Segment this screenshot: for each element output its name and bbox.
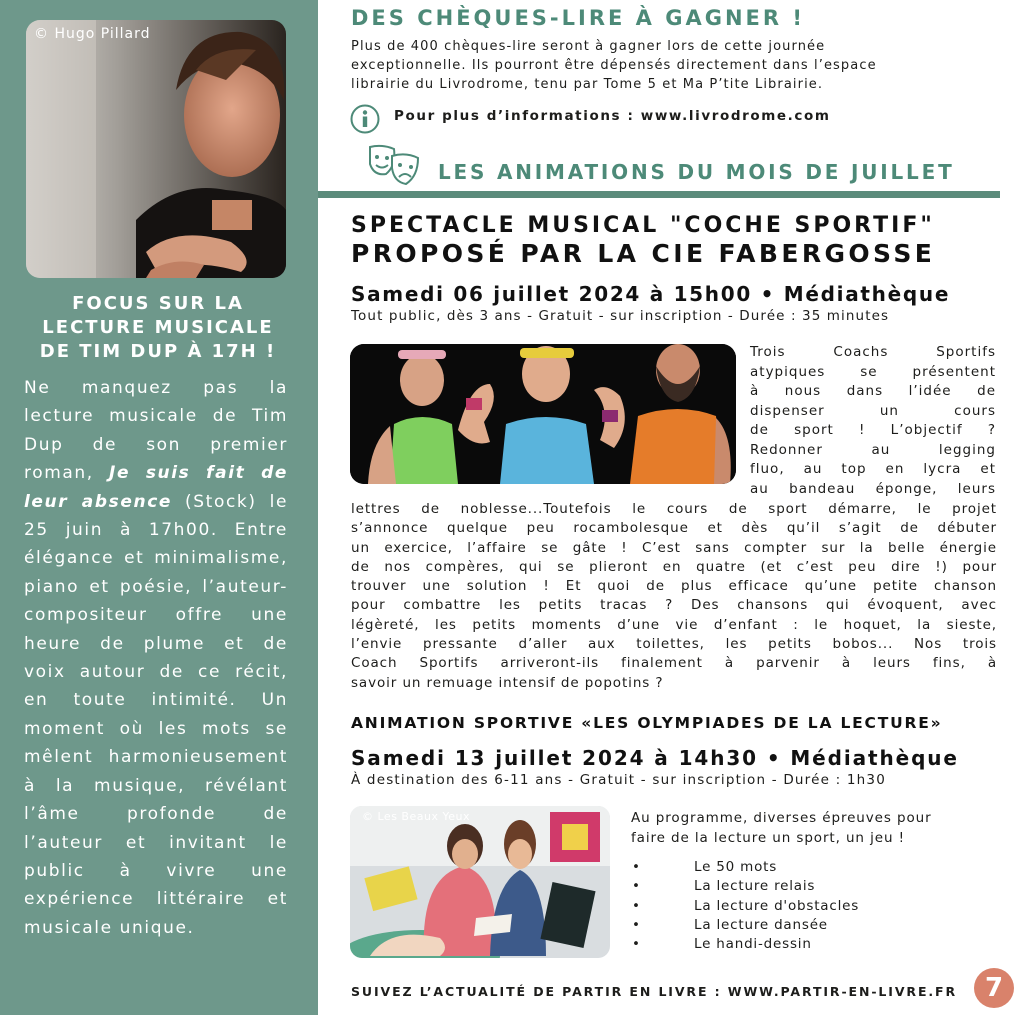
photo-credit: © Hugo Pillard [34,26,151,42]
text-line: un exercice, l’affaire se gâte ! C’est sans compter sur la belle énergie [351,539,997,556]
olympiades-title: ANIMATION SPORTIVE «LES OLYMPIADES DE LA LECTURE» [351,714,943,732]
coachs-sportifs-photo [350,344,736,484]
text-line: de nos compères, qui se plieront en quatre (et c’est peu dire !) pour [351,558,997,575]
text-line: au bandeau éponge, leurs [750,480,996,497]
bullet: • [632,916,641,933]
section-divider [318,191,1000,198]
focus-title-line: LECTURE MUSICALE [42,317,274,338]
list-item-label: La lecture d'obstacles [694,897,860,914]
olympiades-program-list [630,858,859,954]
spectacle-text-wrap [750,343,996,499]
list-item-label: Le handi-dessin [694,936,812,953]
bullet: • [632,878,641,895]
tim-dup-portrait [26,20,286,278]
text-line: Au programme, diverses épreuves pour [631,810,932,826]
olympiades-photo [350,806,610,958]
theater-masks-icon [366,144,422,188]
text-line: l’envie pressante d’aller aux toilettes, les petits bobos... Nos trois [351,636,997,653]
page-number-badge: 7 [974,968,1014,1008]
footer-link-text: SUIVEZ L’ACTUALITÉ DE PARTIR EN LIVRE : WWW.PARTIR-EN-LIVRE.FR [351,984,957,999]
spectacle-text-full [351,500,997,693]
info-link-text: Pour plus d’informations : www.livrodrome.com [394,108,831,124]
text-line: faire de la lecture un sport, un jeu ! [631,830,905,846]
book-title: Je suis fait de leur absence [24,463,288,512]
list-item-label: La lecture relais [694,878,816,895]
list-item [630,916,859,935]
cheques-text [351,37,1001,94]
spectacle-details: Tout public, dès 3 ans - Gratuit - sur inscription - Durée : 35 minutes [351,308,890,324]
text-line: à nous dans l’idée de [750,383,996,399]
text-line: trouver une solution ! Et quoi de plus efficace qu’une petite chanson [351,578,997,595]
text-line: dispenser un cours [750,402,996,419]
bullet: • [632,859,641,875]
focus-sidebar [0,0,318,1015]
text-line: pour combattre les petits tracas ? Des chansons qui évoquent, avec [351,597,997,614]
spectacle-date: Samedi 06 juillet 2024 à 15h00 • Médiathèque [351,282,951,306]
spectacle-title [351,212,935,268]
photo-credit: © Les Beaux Yeux [362,810,470,823]
text-line: Coach Sportifs arriveront-ils finalement à parvenir à leurs fins, à [351,655,997,672]
text-line: atypiques se présentent [750,363,996,380]
text-line: s’annonce quelque peu rocambolesque et dès qu’il s’agit de débuter [351,520,997,537]
olympiades-details: À destination des 6-11 ans - Gratuit - sur inscription - Durée : 1h30 [351,772,886,788]
text-line: exceptionnelle. Ils pourront être dépensés directement dans l’espace [351,58,877,73]
text-line: légèreté, les petits moments d’une vie d’enfant : le hoquet, la sieste, [351,616,997,633]
list-item-label: Le 50 mots [694,859,778,875]
spectacle-title-line: SPECTACLE MUSICAL "COCHE SPORTIF" [351,213,935,238]
list-item [630,858,859,877]
bullet: • [632,897,641,914]
text-line: Trois Coachs Sportifs [750,344,996,360]
olympiades-date: Samedi 13 juillet 2024 à 14h30 • Médiathèque [351,746,959,770]
focus-description [24,374,288,942]
text-line: librairie du Livrodrome, tenu par Tome 5 et Ma P’tite Librairie. [351,77,824,92]
list-item [630,877,859,896]
text-line: lettres de noblesse...Toutefois le cours de sport démarre, le projet [351,501,997,517]
cheques-title: DES CHÈQUES-LIRE À GAGNER ! [351,6,805,30]
focus-text: (Stock) le 25 juin à 17h00. Entre élégance et minimalisme, piano et poésie, l’auteur-compositeur offre une heure de plume et de voix autour de ce récit, en toute intimité. Un moment où les mots se mêlent harmonieusement à la musique, révélant l’âme profonde de l’auteur et invitant le public à vivre une expérience littéraire et musicale unique. [24,491,289,938]
text-line: savoir un remuage intensif de popotins ? [351,674,664,691]
text-line: fluo, au top en lycra et [750,461,996,477]
focus-title [22,292,294,364]
spectacle-title-line: PROPOSÉ PAR LA CIE FABERGOSSE [351,239,936,268]
list-item [630,935,859,954]
list-item [630,897,859,916]
bullet: • [632,936,641,953]
olympiades-intro [631,808,932,848]
text-line: Plus de 400 chèques-lire seront à gagner lors de cette journée [351,39,826,54]
list-item-label: La lecture dansée [694,916,828,933]
focus-text: Ne manquez pas la lecture musicale de Tim Dup de son premier roman, [24,378,288,484]
info-icon [350,104,380,134]
focus-title-line: DE TIM DUP À 17H ! [39,341,277,362]
animations-title: LES ANIMATIONS DU MOIS DE JUILLET [438,160,955,184]
text-line: Redonner au legging [750,441,996,458]
text-line: de sport ! L’objectif ? [750,422,996,438]
focus-title-line: FOCUS SUR LA [72,293,244,314]
